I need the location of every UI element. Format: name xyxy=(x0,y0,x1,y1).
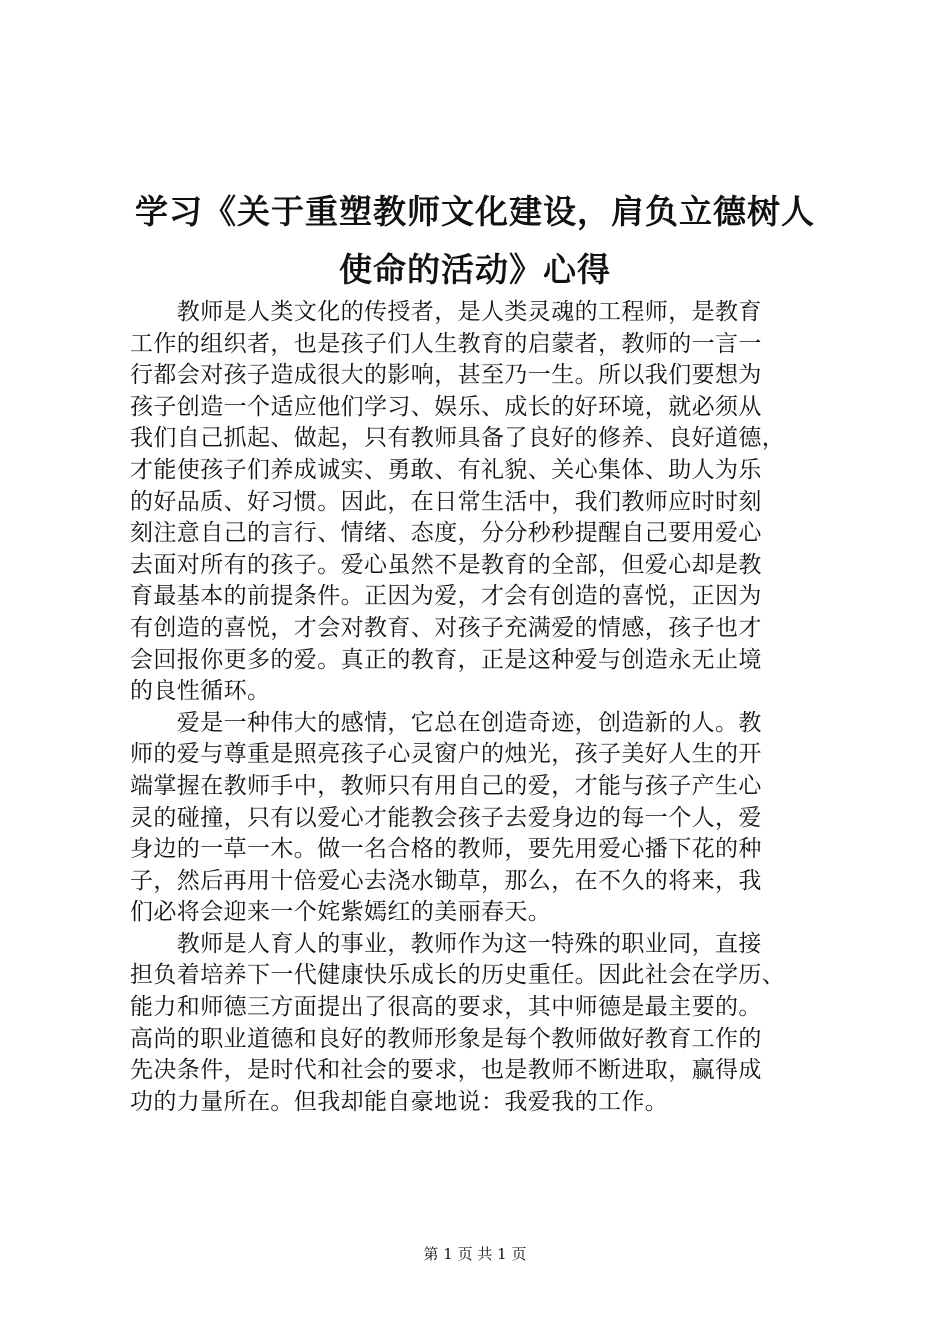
body-line: 的好品质、好习惯。因此，在日常生活中，我们教师应时时刻 xyxy=(130,488,762,515)
body-line: 去面对所有的孩子。爱心虽然不是教育的全部，但爱心却是教 xyxy=(130,551,762,578)
body-line: 会回报你更多的爱。真正的教育，正是这种爱与创造永无止境 xyxy=(130,646,762,673)
body-line: 孩子创造一个适应他们学习、娱乐、成长的好环境，就必须从 xyxy=(130,393,762,420)
document-title-line-1: 学习《关于重塑教师文化建设，肩负立德树人 xyxy=(135,192,815,231)
body-line: 有创造的喜悦，才会对教育、对孩子充满爱的情感，孩子也才 xyxy=(130,614,762,641)
body-line: 才能使孩子们养成诚实、勇敢、有礼貌、关心集体、助人为乐 xyxy=(130,456,762,483)
body-line: 子，然后再用十倍爱心去浇水锄草，那么，在不久的将来，我 xyxy=(130,867,762,894)
body-line: 端掌握在教师手中，教师只有用自己的爱，才能与孩子产生心 xyxy=(130,772,762,799)
body-line: 工作的组织者，也是孩子们人生教育的启蒙者，教师的一言一 xyxy=(130,330,762,357)
body-line: 能力和师德三方面提出了很高的要求，其中师德是最主要的。 xyxy=(130,994,762,1021)
body-line: 们必将会迎来一个姹紫嫣红的美丽春天。 xyxy=(130,899,552,926)
body-line: 刻注意自己的言行、情绪、态度，分分秒秒提醒自己要用爱心 xyxy=(130,520,762,547)
body-line: 教师是人类文化的传授者，是人类灵魂的工程师，是教育 xyxy=(130,299,762,325)
body-line: 先决条件，是时代和社会的要求，也是教师不断进取，赢得成 xyxy=(130,1057,762,1084)
body-line: 高尚的职业道德和良好的教师形象是每个教师做好教育工作的 xyxy=(130,1025,762,1052)
body-line: 功的力量所在。但我却能自豪地说：我爱我的工作。 xyxy=(130,1088,669,1115)
body-line: 育最基本的前提条件。正因为爱，才会有创造的喜悦，正因为 xyxy=(130,583,762,610)
body-line: 行都会对孩子造成很大的影响，甚至乃一生。所以我们要想为 xyxy=(130,362,762,389)
document-body xyxy=(130,297,830,1118)
body-line: 担负着培养下一代健康快乐成长的历史重任。因此社会在学历、 xyxy=(130,962,786,989)
body-line: 教师是人育人的事业，教师作为这一特殊的职业同，直接 xyxy=(130,930,762,957)
body-line: 师的爱与尊重是照亮孩子心灵窗户的烛光，孩子美好人生的开 xyxy=(130,741,762,768)
body-line: 身边的一草一木。做一名合格的教师，要先用爱心播下花的种 xyxy=(130,836,762,863)
body-line: 爱是一种伟大的感情，它总在创造奇迹，创造新的人。教 xyxy=(130,709,762,736)
page-number-footer: 第 1 页 共 1 页 xyxy=(423,1245,527,1263)
body-line: 我们自己抓起、做起，只有教师具备了良好的修养、良好道德， xyxy=(130,425,786,452)
body-line: 灵的碰撞，只有以爱心才能教会孩子去爱身边的每一个人，爱 xyxy=(130,804,762,831)
body-line: 的良性循环。 xyxy=(130,678,271,705)
document-title-line-2: 使命的活动》心得 xyxy=(339,250,611,289)
